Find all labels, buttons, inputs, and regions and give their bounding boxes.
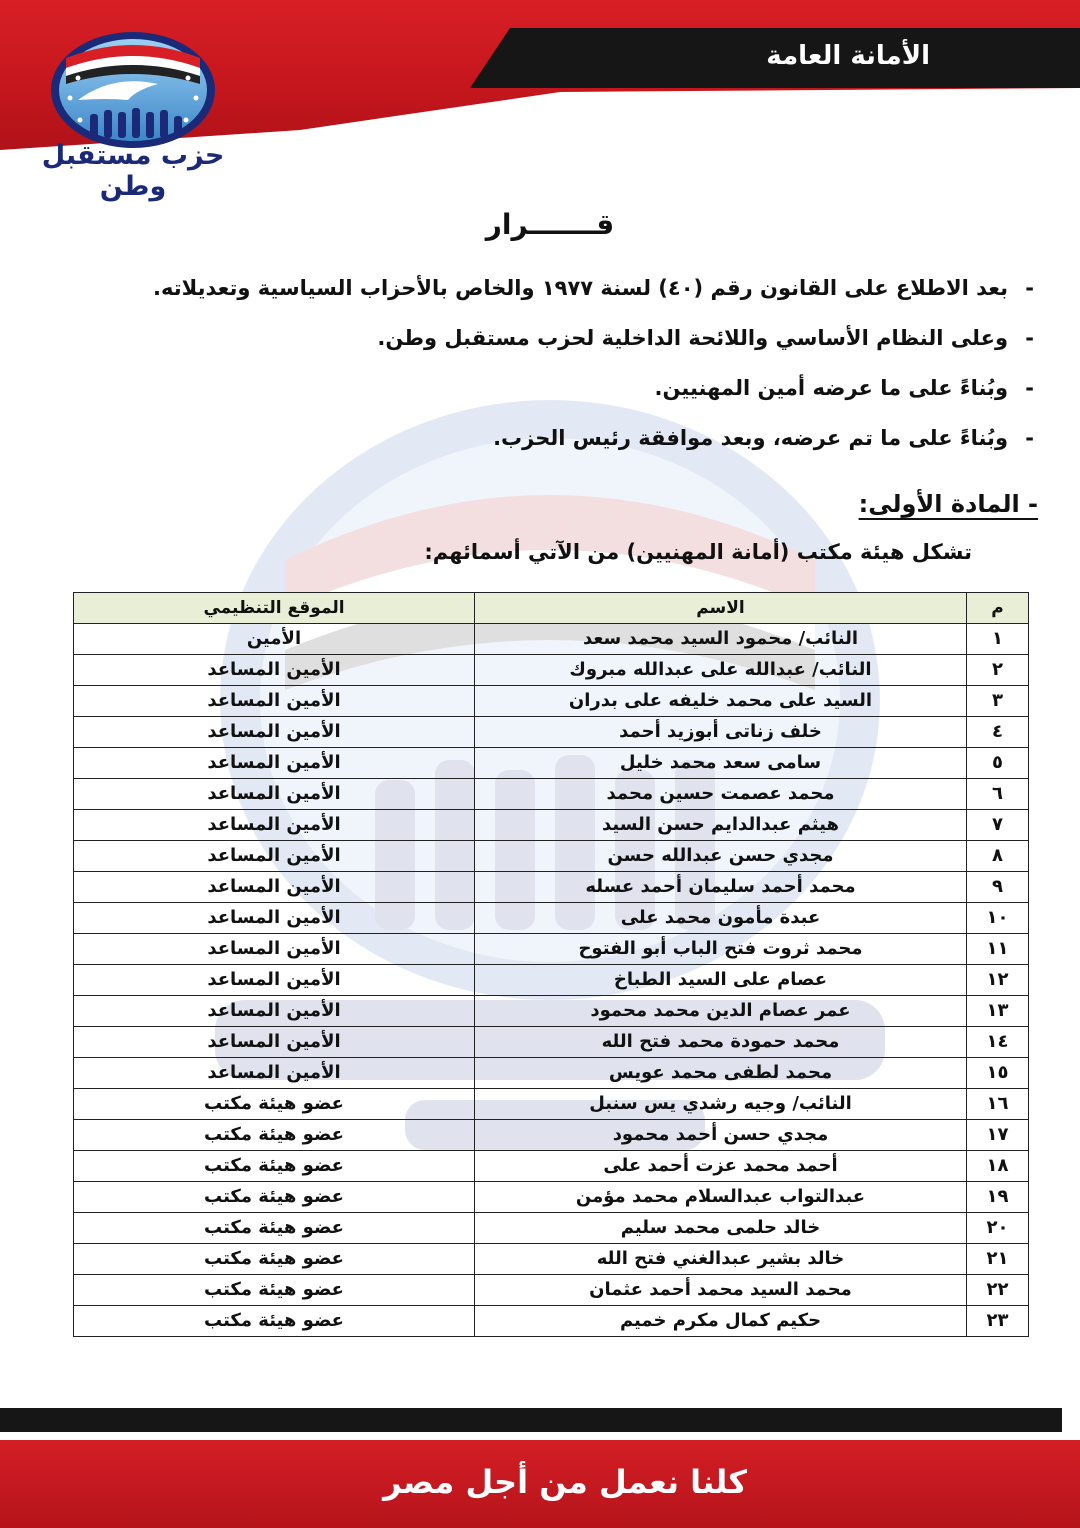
cell-position: الأمين المساعد [74,965,475,996]
table-row [74,903,1029,934]
table-row [74,717,1029,748]
cell-num: ٤ [967,717,1029,748]
preamble-text: وبُناءً على ما عرضه أمين المهنيين. [654,376,1008,400]
table-header-row [74,593,1029,624]
table-row [74,1213,1029,1244]
cell-num: ١٥ [967,1058,1029,1089]
cell-name: مجدي حسن أحمد محمود [475,1120,967,1151]
cell-position: الأمين المساعد [74,810,475,841]
party-name-logo-text: حزب مستقبل وطن [41,140,225,202]
table-row [74,624,1029,655]
decision-title: قـــــــرار [485,208,615,241]
cell-num: ١٩ [967,1182,1029,1213]
table-row [74,655,1029,686]
article-body: تشكل هيئة مكتب (أمانة المهنيين) من الآتي أسمائهم: [424,540,972,564]
preamble-text: وعلى النظام الأساسي واللائحة الداخلية لحزب مستقبل وطن. [377,326,1008,350]
footer-slogan: كلنا نعمل من أجل مصر [383,1463,747,1501]
table-row [74,1027,1029,1058]
cell-position: الأمين المساعد [74,996,475,1027]
cell-num: ٧ [967,810,1029,841]
cell-name: سامى سعد محمد خليل [475,748,967,779]
members-table [73,592,1029,1337]
cell-name: محمد السيد محمد أحمد عثمان [475,1275,967,1306]
cell-name: خلف زناتى أبوزيد أحمد [475,717,967,748]
table-row [74,1151,1029,1182]
preamble-text: بعد الاطلاع على القانون رقم (٤٠) لسنة ١٩٧٧ والخاص بالأحزاب السياسية وتعديلاته. [153,276,1008,300]
header-num: م [967,593,1029,624]
table-row [74,965,1029,996]
cell-num: ١٨ [967,1151,1029,1182]
header-title: الأمانة العامة [766,41,930,71]
header-position: الموقع التنظيمي [74,593,475,624]
cell-position: عضو هيئة مكتب [74,1275,475,1306]
cell-position: عضو هيئة مكتب [74,1213,475,1244]
cell-num: ١٤ [967,1027,1029,1058]
cell-position: الأمين المساعد [74,717,475,748]
table-row [74,934,1029,965]
table-row [74,996,1029,1027]
article-title: - المادة الأولى: [858,490,1038,518]
cell-name: محمد حمودة محمد فتح الله [475,1027,967,1058]
header-name: الاسم [475,593,967,624]
cell-position: عضو هيئة مكتب [74,1306,475,1337]
cell-name: عبدة مأمون محمد على [475,903,967,934]
preamble-item [54,318,1034,368]
cell-position: عضو هيئة مكتب [74,1120,475,1151]
cell-position: الأمين المساعد [74,686,475,717]
cell-position: عضو هيئة مكتب [74,1151,475,1182]
preamble-dash: - [1025,426,1034,450]
cell-name: عمر عصام الدين محمد محمود [475,996,967,1027]
cell-num: ١١ [967,934,1029,965]
cell-num: ١ [967,624,1029,655]
preamble-item [54,418,1034,468]
table-row [74,1182,1029,1213]
cell-num: ٢١ [967,1244,1029,1275]
cell-position: الأمين المساعد [74,1027,475,1058]
cell-name: خالد بشير عبدالغني فتح الله [475,1244,967,1275]
cell-position: الأمين المساعد [74,872,475,903]
cell-num: ١٠ [967,903,1029,934]
cell-position: عضو هيئة مكتب [74,1244,475,1275]
cell-name: هيثم عبدالدايم حسن السيد [475,810,967,841]
cell-num: ٦ [967,779,1029,810]
table-row [74,1089,1029,1120]
cell-position: الأمين المساعد [74,655,475,686]
table-row [74,1306,1029,1337]
preamble-list [54,268,1034,468]
cell-name: عصام على السيد الطباخ [475,965,967,996]
cell-num: ١٦ [967,1089,1029,1120]
table-row [74,686,1029,717]
cell-name: النائب/ عبدالله على عبدالله مبروك [475,655,967,686]
preamble-item [54,268,1034,318]
cell-position: الأمين المساعد [74,1058,475,1089]
cell-num: ٥ [967,748,1029,779]
table-row [74,1120,1029,1151]
cell-name: النائب/ محمود السيد محمد سعد [475,624,967,655]
cell-name: حكيم كمال مكرم خميم [475,1306,967,1337]
cell-num: ١٣ [967,996,1029,1027]
preamble-dash: - [1025,276,1034,300]
preamble-item [54,368,1034,418]
cell-num: ٩ [967,872,1029,903]
cell-num: ١٢ [967,965,1029,996]
cell-name: السيد على محمد خليفه على بدران [475,686,967,717]
footer-black-band [0,1408,1062,1432]
cell-num: ٢٠ [967,1213,1029,1244]
preamble-dash: - [1025,376,1034,400]
cell-name: محمد ثروت فتح الباب أبو الفتوح [475,934,967,965]
cell-num: ٣ [967,686,1029,717]
cell-name: أحمد محمد عزت أحمد على [475,1151,967,1182]
cell-num: ٨ [967,841,1029,872]
cell-position: عضو هيئة مكتب [74,1089,475,1120]
cell-name: النائب/ وجيه رشدي يس سنبل [475,1089,967,1120]
cell-num: ١٧ [967,1120,1029,1151]
table-row [74,810,1029,841]
cell-name: محمد أحمد سليمان أحمد عسله [475,872,967,903]
cell-position: الأمين المساعد [74,841,475,872]
cell-name: مجدي حسن عبدالله حسن [475,841,967,872]
cell-num: ٢٣ [967,1306,1029,1337]
cell-name: محمد لطفى محمد عويس [475,1058,967,1089]
cell-num: ٢٢ [967,1275,1029,1306]
cell-name: محمد عصمت حسين محمد [475,779,967,810]
table-row [74,841,1029,872]
preamble-text: وبُناءً على ما تم عرضه، وبعد موافقة رئيس الحزب. [493,426,1008,450]
cell-name: عبدالتواب عبدالسلام محمد مؤمن [475,1182,967,1213]
cell-position: الأمين المساعد [74,903,475,934]
table-row [74,872,1029,903]
cell-num: ٢ [967,655,1029,686]
cell-position: الأمين [74,624,475,655]
table-row [74,779,1029,810]
cell-position: عضو هيئة مكتب [74,1182,475,1213]
cell-name: خالد حلمى محمد سليم [475,1213,967,1244]
cell-position: الأمين المساعد [74,934,475,965]
table-row [74,1058,1029,1089]
table-row [74,1244,1029,1275]
table-row [74,748,1029,779]
cell-position: الأمين المساعد [74,748,475,779]
table-body [74,624,1029,1337]
table-row [74,1275,1029,1306]
cell-position: الأمين المساعد [74,779,475,810]
preamble-dash: - [1025,326,1034,350]
